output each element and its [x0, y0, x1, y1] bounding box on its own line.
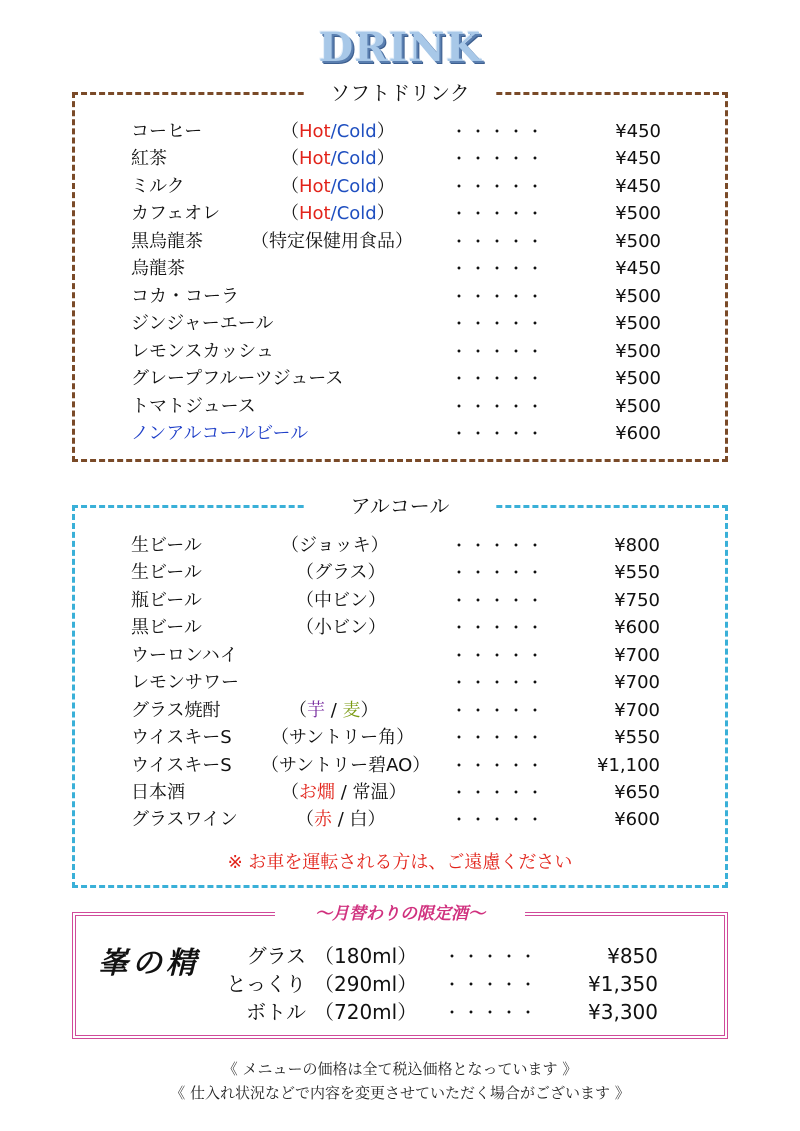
dot-leader: ・・・・・: [451, 783, 547, 802]
menu-title: DRINK: [318, 24, 482, 71]
dot-leader: ・・・・・: [444, 1003, 540, 1022]
soft-drink-heading: ソフトドリンク: [305, 79, 495, 107]
sake-brand-name: 峯の精: [98, 946, 200, 981]
dot-leader: ・・・・・: [451, 756, 547, 775]
item-price: ¥700: [614, 672, 660, 693]
item-note: （特定保健用食品）: [251, 231, 413, 252]
item-name: 黒ビール: [131, 617, 202, 638]
serving-name: ボトル: [246, 1000, 306, 1024]
item-name: 生ビール: [131, 535, 202, 556]
menu-item: [131, 310, 661, 337]
item-note: （サントリー碧AO）: [261, 755, 431, 776]
item-price: ¥850: [607, 944, 658, 968]
item-price: ¥450: [615, 258, 661, 279]
item-price: ¥550: [614, 562, 660, 583]
item-price: ¥3,300: [588, 1000, 658, 1024]
menu-item: [131, 587, 660, 614]
menu-item: [131, 173, 661, 200]
item-price: ¥500: [615, 286, 661, 307]
temperature-options: （Hot/Cold）: [281, 148, 395, 169]
dot-leader: ・・・・・: [451, 204, 547, 223]
item-price: ¥450: [615, 121, 661, 142]
menu-item: [226, 999, 658, 1026]
item-name: 瓶ビール: [131, 590, 202, 611]
serving-name: とっくり: [226, 972, 306, 996]
item-price: ¥500: [615, 341, 661, 362]
dot-leader: ・・・・・: [451, 342, 547, 361]
item-name: 生ビール: [131, 562, 202, 583]
item-name: グレープフルーツジュース: [131, 368, 344, 389]
item-name: ウーロンハイ: [131, 645, 238, 666]
item-name: 日本酒: [131, 782, 185, 803]
dot-leader: ・・・・・: [451, 618, 547, 637]
dot-leader: ・・・・・: [444, 975, 540, 994]
dot-leader: ・・・・・: [451, 314, 547, 333]
dot-leader: ・・・・・: [451, 591, 547, 610]
dot-leader: ・・・・・: [451, 177, 547, 196]
item-price: ¥600: [614, 809, 660, 830]
dot-leader: ・・・・・: [451, 122, 547, 141]
item-name: グラス焼酎: [131, 700, 221, 721]
item-price: ¥1,100: [597, 755, 660, 776]
item-note: （中ビン）: [296, 590, 386, 611]
menu-item: [131, 752, 660, 779]
item-name: カフェオレ: [131, 203, 221, 224]
dot-leader: ・・・・・: [451, 536, 547, 555]
wine-options: （赤 / 白）: [296, 809, 386, 830]
menu-item: [131, 724, 660, 751]
dot-leader: ・・・・・: [451, 810, 547, 829]
menu-item: [226, 943, 658, 970]
alcohol-heading: アルコール: [305, 492, 495, 520]
menu-item: [226, 971, 658, 998]
item-note: （サントリー角）: [271, 727, 415, 748]
item-name: 黒烏龍茶: [131, 231, 203, 252]
item-note: （ジョッキ）: [281, 535, 389, 556]
menu-item: [131, 697, 660, 724]
menu-item: [131, 806, 660, 833]
menu-item: [131, 283, 661, 310]
soft-drink-section: [72, 81, 728, 462]
item-price: ¥500: [615, 368, 661, 389]
item-price: ¥600: [614, 617, 660, 638]
dot-leader: ・・・・・: [451, 563, 547, 582]
menu-item: [131, 338, 661, 365]
item-name: ミルク: [131, 176, 185, 197]
tax-note: 《 メニューの価格は全て税込価格となっています 》: [222, 1060, 578, 1078]
item-name: レモンサワー: [131, 672, 239, 693]
serving-size: （180ml）: [314, 944, 418, 968]
menu-item: [131, 365, 661, 392]
dot-leader: ・・・・・: [451, 397, 547, 416]
menu-item: [131, 614, 660, 641]
item-name: コーヒー: [131, 121, 203, 142]
limited-sake-section: [72, 904, 728, 1039]
dot-leader: ・・・・・: [451, 424, 547, 443]
drunk-driving-warning: ※ お車を運転される方は、ご遠慮ください: [227, 852, 573, 873]
menu-item: [131, 642, 660, 669]
limited-sake-heading: 〜月替わりの限定酒〜: [275, 901, 525, 927]
serving-size: （290ml）: [314, 972, 418, 996]
item-price: ¥450: [615, 176, 661, 197]
serving-size: （720ml）: [314, 1000, 418, 1024]
item-price: ¥700: [614, 700, 660, 721]
change-note: 《 仕入れ状況などで内容を変更させていただく場合がございます 》: [170, 1084, 630, 1102]
item-name: レモンスカッシュ: [131, 341, 274, 362]
menu-item: [131, 779, 660, 806]
menu-item: [131, 255, 661, 282]
dot-leader: ・・・・・: [451, 369, 547, 388]
item-price: ¥800: [614, 535, 660, 556]
dot-leader: ・・・・・: [451, 728, 547, 747]
dot-leader: ・・・・・: [451, 701, 547, 720]
item-name: 紅茶: [131, 148, 167, 169]
menu-item: [131, 145, 661, 172]
item-price: ¥450: [615, 148, 661, 169]
item-price: ¥500: [615, 203, 661, 224]
item-price: ¥500: [615, 231, 661, 252]
item-price: ¥650: [614, 782, 660, 803]
menu-item: [131, 532, 660, 559]
alcohol-section: [72, 494, 728, 888]
temperature-options: （Hot/Cold）: [281, 176, 395, 197]
item-price: ¥600: [615, 423, 661, 444]
dot-leader: ・・・・・: [451, 673, 547, 692]
item-name: コカ・コーラ: [131, 286, 239, 307]
item-name: グラスワイン: [131, 809, 238, 830]
temperature-options: （Hot/Cold）: [281, 203, 395, 224]
item-name: ノンアルコールビール: [131, 423, 309, 444]
dot-leader: ・・・・・: [451, 149, 547, 168]
menu-item: [131, 393, 661, 420]
item-name: 烏龍茶: [131, 258, 185, 279]
shochu-options: （芋 / 麦）: [289, 700, 379, 721]
item-price: ¥750: [614, 590, 660, 611]
dot-leader: ・・・・・: [451, 232, 547, 251]
item-price: ¥1,350: [588, 972, 658, 996]
serving-name: グラス: [246, 944, 306, 968]
item-price: ¥500: [615, 313, 661, 334]
dot-leader: ・・・・・: [444, 947, 540, 966]
temperature-options: （Hot/Cold）: [281, 121, 395, 142]
menu-item: [131, 118, 661, 145]
item-name: ウイスキーS: [131, 755, 232, 776]
item-name: ジンジャーエール: [131, 313, 274, 334]
dot-leader: ・・・・・: [451, 259, 547, 278]
menu-item: [131, 228, 661, 255]
sake-options: （お燗 / 常温）: [281, 782, 407, 803]
item-name: ウイスキーS: [131, 727, 232, 748]
menu-item: [131, 200, 661, 227]
item-note: （グラス）: [296, 562, 386, 583]
dot-leader: ・・・・・: [451, 287, 547, 306]
dot-leader: ・・・・・: [451, 646, 547, 665]
menu-item: [131, 669, 660, 696]
item-price: ¥500: [615, 396, 661, 417]
menu-item: [131, 420, 661, 447]
item-price: ¥700: [614, 645, 660, 666]
menu-item: [131, 559, 660, 586]
item-name: トマトジュース: [131, 396, 256, 417]
item-note: （小ビン）: [296, 617, 386, 638]
item-price: ¥550: [614, 727, 660, 748]
